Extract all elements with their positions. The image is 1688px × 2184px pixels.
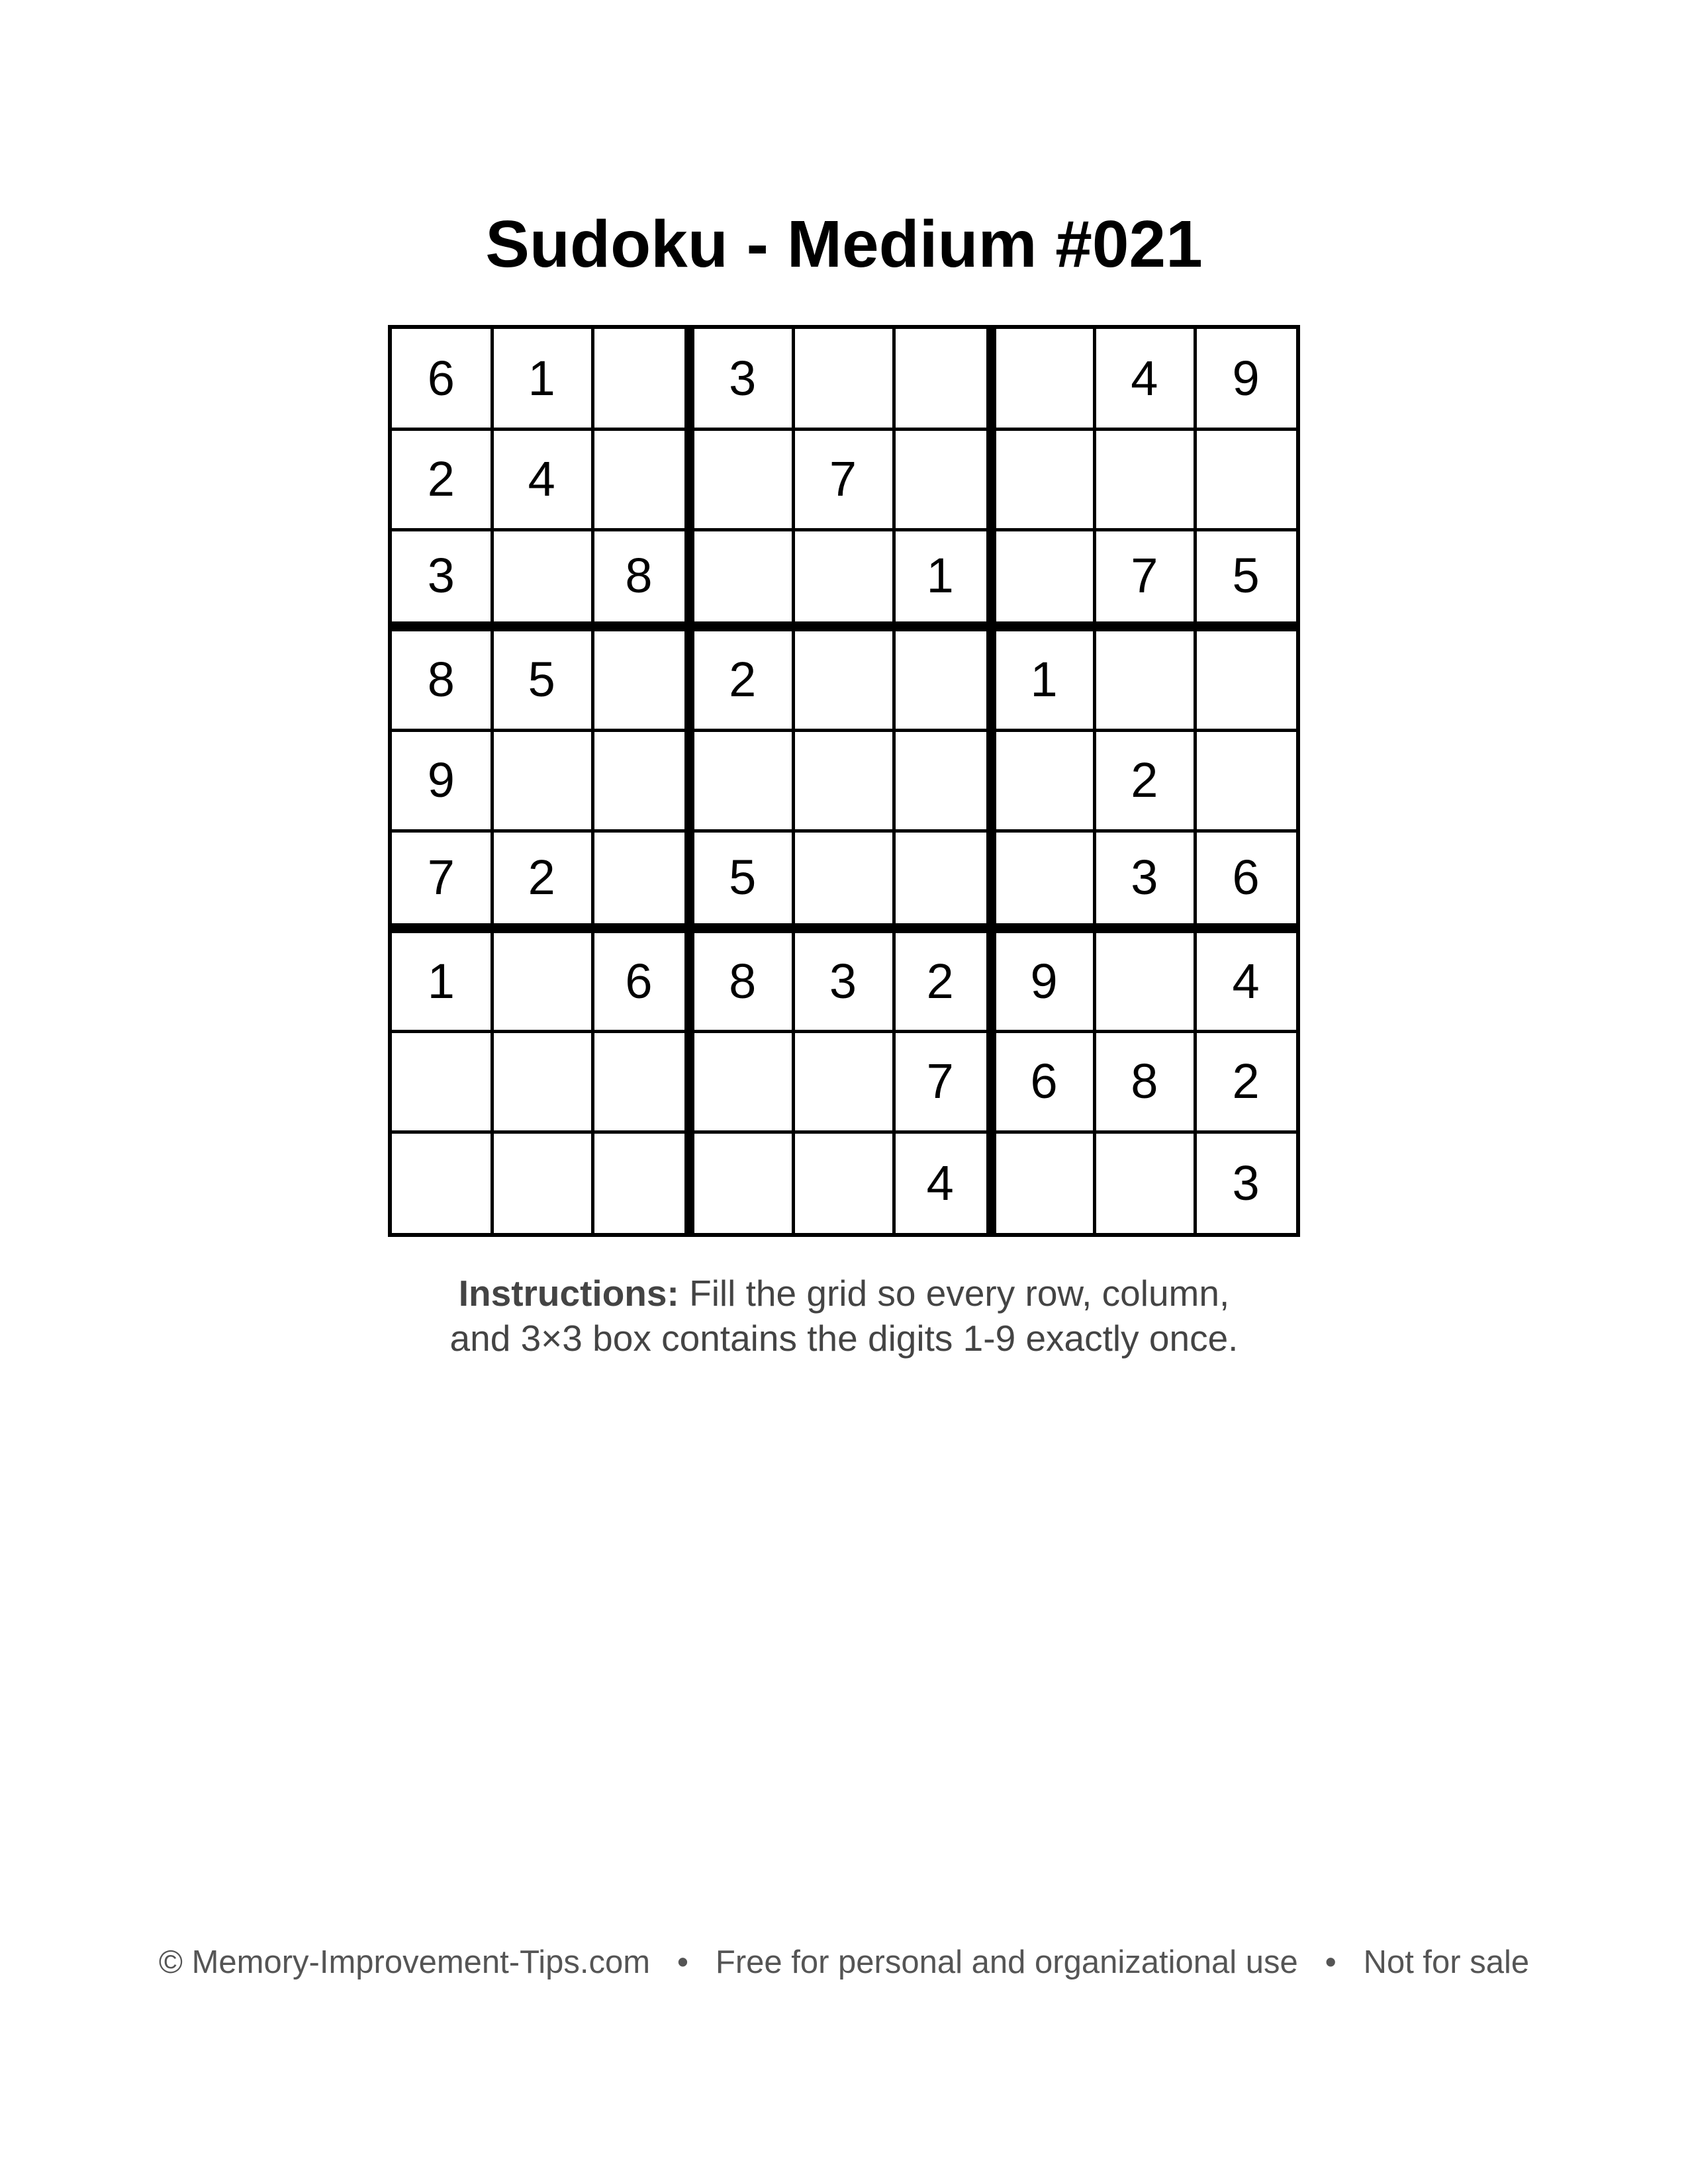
sudoku-cell-r9-c7 [995, 1132, 1097, 1233]
sudoku-cell-r6-c9: 6 [1196, 831, 1296, 933]
sudoku-cell-r2-c4 [693, 430, 795, 531]
instructions-text-1: Fill the grid so every row, column, [679, 1273, 1230, 1314]
sudoku-cell-r9-c9: 3 [1232, 1155, 1260, 1210]
sudoku-cell-r7-c8 [1095, 932, 1197, 1034]
sudoku-cell-r4-c5 [794, 630, 896, 732]
sudoku-cell-r5-c1: 9 [392, 731, 494, 833]
sudoku-cell-r1-c1: 6 [392, 329, 494, 431]
sudoku-cell-r1-c7 [995, 329, 1097, 431]
sudoku-cell-r2-c3 [593, 430, 695, 531]
sudoku-cell-r4-c9 [1196, 630, 1296, 732]
sudoku-cell-r3-c5 [794, 530, 896, 632]
sudoku-cell-r6-c2: 2 [492, 831, 594, 933]
sudoku-cell-r3-c3: 8 [593, 530, 695, 632]
sudoku-cell-r1-c9: 9 [1196, 329, 1296, 431]
sudoku-cell-r2-c2: 4 [492, 430, 594, 531]
sudoku-cell-r4-c8 [1095, 630, 1197, 732]
sudoku-cell-r5-c3 [593, 731, 695, 833]
footer-sale: Not for sale [1363, 1944, 1530, 1980]
sudoku-cell-r2-c8 [1095, 430, 1197, 531]
sudoku-cell-r6-c6 [894, 831, 996, 933]
sudoku-cell-r9-c8 [1095, 1132, 1197, 1233]
sudoku-cell-r5-c4 [693, 731, 795, 833]
sudoku-cell-r3-c7 [995, 530, 1097, 632]
page-title: Sudoku - Medium #021 [485, 207, 1203, 281]
sudoku-cell-r4-c7: 1 [995, 630, 1097, 732]
sudoku-cell-r8-c2 [492, 1032, 594, 1134]
sudoku-cell-r7-c1: 1 [392, 932, 494, 1034]
sudoku-cell-r5-c7 [995, 731, 1097, 833]
sudoku-cell-r5-c2 [492, 731, 594, 833]
sudoku-cell-r4-c2: 5 [492, 630, 594, 732]
footer-separator-2: • [1325, 1944, 1336, 1980]
sudoku-cell-r3-c2 [492, 530, 594, 632]
sudoku-cell-r9-c1 [392, 1132, 494, 1233]
sudoku-cell-r2-c6 [894, 430, 996, 531]
sudoku-cell-r7-c2 [492, 932, 594, 1034]
sudoku-cell-r6-c4: 5 [693, 831, 795, 933]
sudoku-cell-r5-c6 [894, 731, 996, 833]
sudoku-cell-r3-c1: 3 [392, 530, 494, 632]
sudoku-cell-r1-c3 [593, 329, 695, 431]
sudoku-cell-r1-c4: 3 [693, 329, 795, 431]
sudoku-cell-r6-c3 [593, 831, 695, 933]
sudoku-cell-r8-c5 [794, 1032, 896, 1134]
instructions-label: Instructions: [458, 1273, 679, 1314]
sudoku-cell-r7-c5: 3 [794, 932, 896, 1034]
sudoku-cell-r8-c1 [392, 1032, 494, 1134]
sudoku-cell-r3-c4 [693, 530, 795, 632]
sudoku-cell-r4-c3 [593, 630, 695, 732]
sudoku-cell-r2-c1: 2 [392, 430, 494, 531]
sudoku-cell-r7-c3: 6 [593, 932, 695, 1034]
sudoku-cell-r8-c7: 6 [995, 1032, 1097, 1134]
instructions [0, 1271, 1688, 1361]
sudoku-cell-r9-c3 [593, 1132, 695, 1233]
sudoku-cell-r1-c6 [894, 329, 996, 431]
sudoku-cell-r6-c7 [995, 831, 1097, 933]
sudoku-cell-r7-c7: 9 [995, 932, 1097, 1034]
sudoku-cell-r1-c8: 4 [1095, 329, 1197, 431]
sudoku-cell-r5-c5 [794, 731, 896, 833]
sudoku-cell-r4-c4: 2 [693, 630, 795, 732]
sudoku-cell-r6-c5 [794, 831, 896, 933]
sudoku-cell-r7-c9: 4 [1196, 932, 1296, 1034]
sudoku-cell-r4-c6 [894, 630, 996, 732]
sudoku-cell-r5-c8: 2 [1095, 731, 1197, 833]
sudoku-cell-r8-c8: 8 [1095, 1032, 1197, 1134]
sudoku-cell-r8-c9: 2 [1196, 1032, 1296, 1134]
sudoku-cell-r5-c9 [1196, 731, 1296, 833]
sudoku-cell-r2-c9 [1196, 430, 1296, 531]
sudoku-cell-r1-c2: 1 [492, 329, 594, 431]
sudoku-cell-r7-c6: 2 [894, 932, 996, 1034]
sudoku-cell-r8-c3 [593, 1032, 695, 1134]
sudoku-cell-r3-c6: 1 [894, 530, 996, 632]
sudoku-cell-r4-c1: 8 [392, 630, 494, 732]
sudoku-cell-r9-c4 [693, 1132, 795, 1233]
sudoku-cell-r2-c7 [995, 430, 1097, 531]
footer-usage: Free for personal and organizational use [715, 1944, 1298, 1980]
sudoku-cell-r1-c5 [794, 329, 896, 431]
footer-copyright: © Memory-Improvement-Tips.com [158, 1944, 651, 1980]
sudoku-cell-r8-c6: 7 [894, 1032, 996, 1134]
footer-separator-1: • [677, 1944, 689, 1980]
sudoku-cell-r9-c2 [492, 1132, 594, 1233]
sudoku-cell-r3-c9: 5 [1196, 530, 1296, 632]
sudoku-cell-r6-c1: 7 [392, 831, 494, 933]
sudoku-cell-r6-c8: 3 [1095, 831, 1197, 933]
sudoku-cell-r3-c8: 7 [1095, 530, 1197, 632]
sudoku-cell-r9-c5 [794, 1132, 896, 1233]
sudoku-cell-r7-c4: 8 [693, 932, 795, 1034]
instructions-line-1 [0, 1271, 1688, 1316]
footer [0, 1942, 1688, 1982]
sudoku-cell-r9-c6: 4 [894, 1132, 996, 1233]
instructions-text-2: and 3×3 box contains the digits 1-9 exactly once. [449, 1318, 1239, 1359]
sudoku-cell-r2-c5: 7 [794, 430, 896, 531]
sudoku-cell-r8-c4 [693, 1032, 795, 1134]
sudoku-grid [388, 325, 1300, 1237]
